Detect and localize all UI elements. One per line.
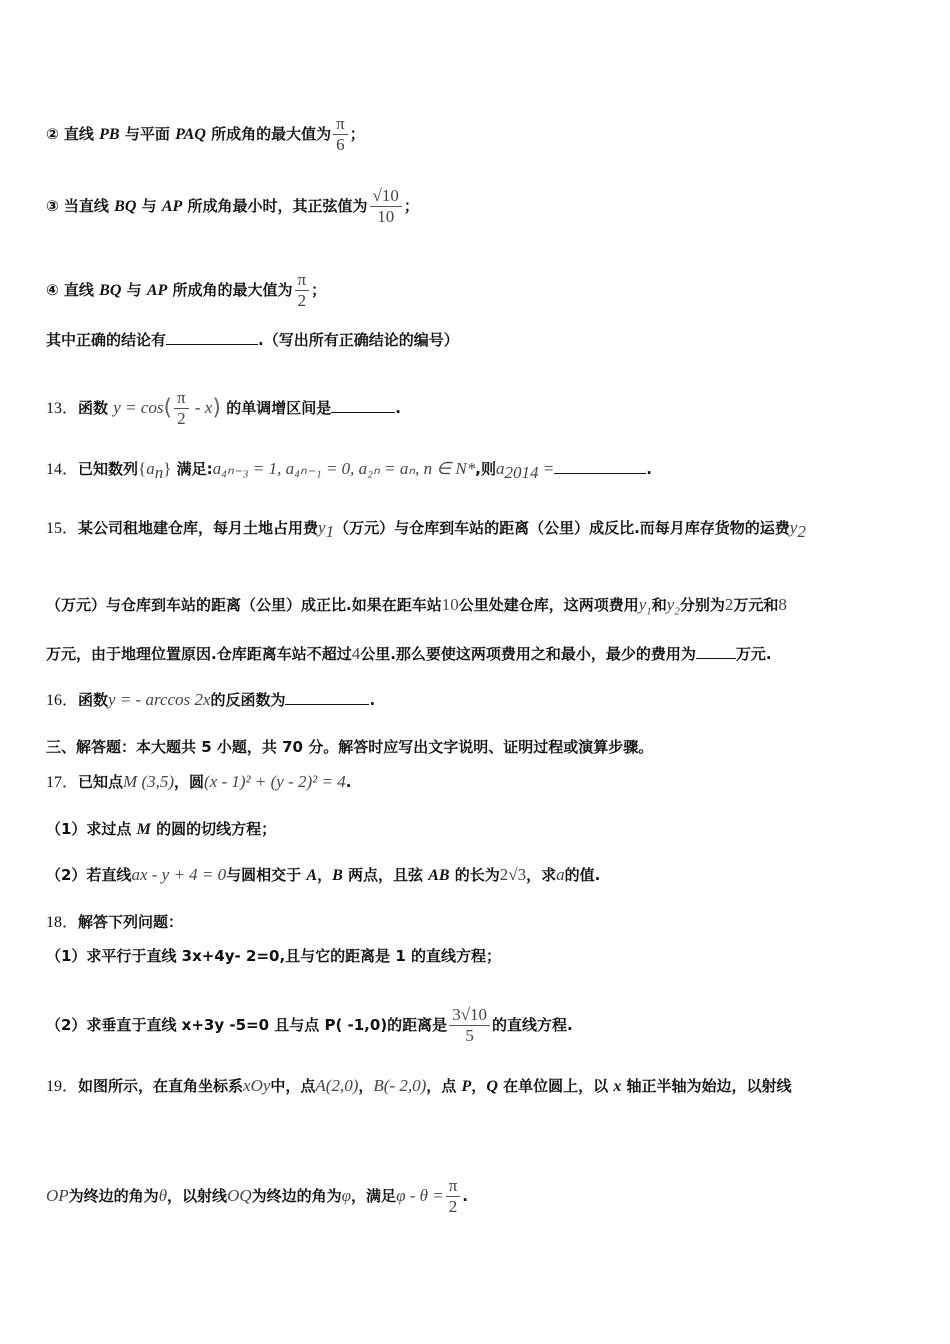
answer-blank[interactable] (331, 398, 395, 413)
question-18-part-1: （1）求平行于直线 3x+4y- 2=0,且与它的距离是 1 的直线方程； (46, 947, 502, 965)
question-15-line-1: 15．某公司租地建仓库，每月土地占用费$y_1$（万元）与仓库到车站的距离（公里）成反比.而每月库存货物的运费$y_2$ (46, 518, 806, 541)
question-number: 15． (46, 520, 79, 537)
question-17: 17．已知点M (3,5)，圆(x - 1)² + (y - 2)² = 4. (46, 772, 352, 791)
answer-blank[interactable] (166, 330, 258, 345)
question-15-line-3: 万元，由于地理位置原因.仓库距离车站不超过4公里.那么要使这两项费用之和最小，最少的费用为 万元. (46, 644, 772, 663)
question-17-part-1: （1）求过点 M 的圆的切线方程； (46, 820, 277, 838)
statement-4: ④ 直线 BQ 与 AP 所成角的最大值为 $\frac{\pi}{2}$ ； (46, 270, 327, 310)
question-18: 18．解答下列问题： (46, 913, 184, 931)
question-19-line-2: OP为终边的角为θ，以射线OQ为终边的角为φ，满足φ - θ = $\frac{\pi}{2}$ . (46, 1176, 468, 1216)
circled-number: ② (46, 125, 59, 143)
circle-equation: (x - 1)² + (y - 2)² = 4 (204, 772, 346, 791)
question-16: 16．函数y = - arccos 2x的反函数为 . (46, 690, 376, 709)
question-15-line-2: （万元）与仓库到车站的距离（公里）成正比.如果在距车站10公里处建仓库，这两项费用$y_1$和$y_2$分别为2万元和8 (46, 595, 787, 618)
answer-blank[interactable] (554, 459, 646, 474)
fraction: $\frac{√10}{10}$ (370, 186, 402, 227)
question-number: 19． (46, 1078, 79, 1095)
question-18-part-2: （2）求垂直于直线 x+3y -5=0 且与点 P( -1,0)的距离是 $\frac{3√10}{5}$ 的直线方程. (46, 1005, 573, 1045)
question-number: 13． (46, 400, 79, 417)
answer-blank[interactable] (696, 644, 736, 659)
conclusion-line: 其中正确的结论有 .（写出所有正确结论的编号） (46, 331, 459, 349)
question-number: 14． (46, 461, 79, 478)
fraction: $\frac{\pi}{2}$ (295, 270, 310, 311)
statement-2: ② 直线 PB 与平面 PAQ 所成角的最大值为 $\frac{\pi}{6}$ ； (46, 114, 365, 154)
question-number: 16． (46, 692, 79, 709)
statement-3: ③ 当直线 BQ 与 AP 所成角最小时，其正弦值为 $\frac{√10}{10}$ ； (46, 186, 419, 226)
math-condition: a₄ₙ₋₃ = 1, a₄ₙ₋₁ = 0, a₂ₙ = aₙ, n ∈ N* (212, 459, 476, 478)
question-13: 13．函数 y = cos( $\frac{\pi}{2}$ - x) 的单调增区间是 . (46, 388, 401, 428)
question-number: 17． (46, 774, 79, 791)
circled-number: ③ (46, 197, 59, 215)
fraction: $\frac{\pi}{6}$ (333, 114, 348, 155)
math-expression: y = cos (113, 398, 164, 417)
circled-number: ④ (46, 281, 59, 299)
question-17-part-2: （2）若直线ax - y + 4 = 0与圆相交于 A，B 两点，且弦 AB 的长为2√3，求a的值. (46, 865, 601, 884)
answer-blank[interactable] (285, 690, 369, 705)
question-14: 14．已知数列$\{a_n\}$ 满足:a₄ₙ₋₃ = 1, a₄ₙ₋₁ = 0, a₂ₙ = aₙ, n ∈ N*,则$a_{2014}$ = . (46, 459, 652, 482)
math-expression: y = - arccos 2x (108, 690, 211, 709)
question-19-line-1: 19．如图所示，在直角坐标系xOy中，点A(2,0)，B(- 2,0)，点 P，Q 在单位圆上，以 x 轴正半轴为始边，以射线 (46, 1076, 792, 1095)
segment-pb: PB (99, 126, 120, 143)
plane-paq: PAQ (175, 126, 206, 143)
section-heading: 三、解答题：本大题共 5 小题，共 70 分。解答时应写出文字说明、证明过程或演算步骤。 (46, 738, 654, 756)
question-number: 18． (46, 914, 79, 931)
